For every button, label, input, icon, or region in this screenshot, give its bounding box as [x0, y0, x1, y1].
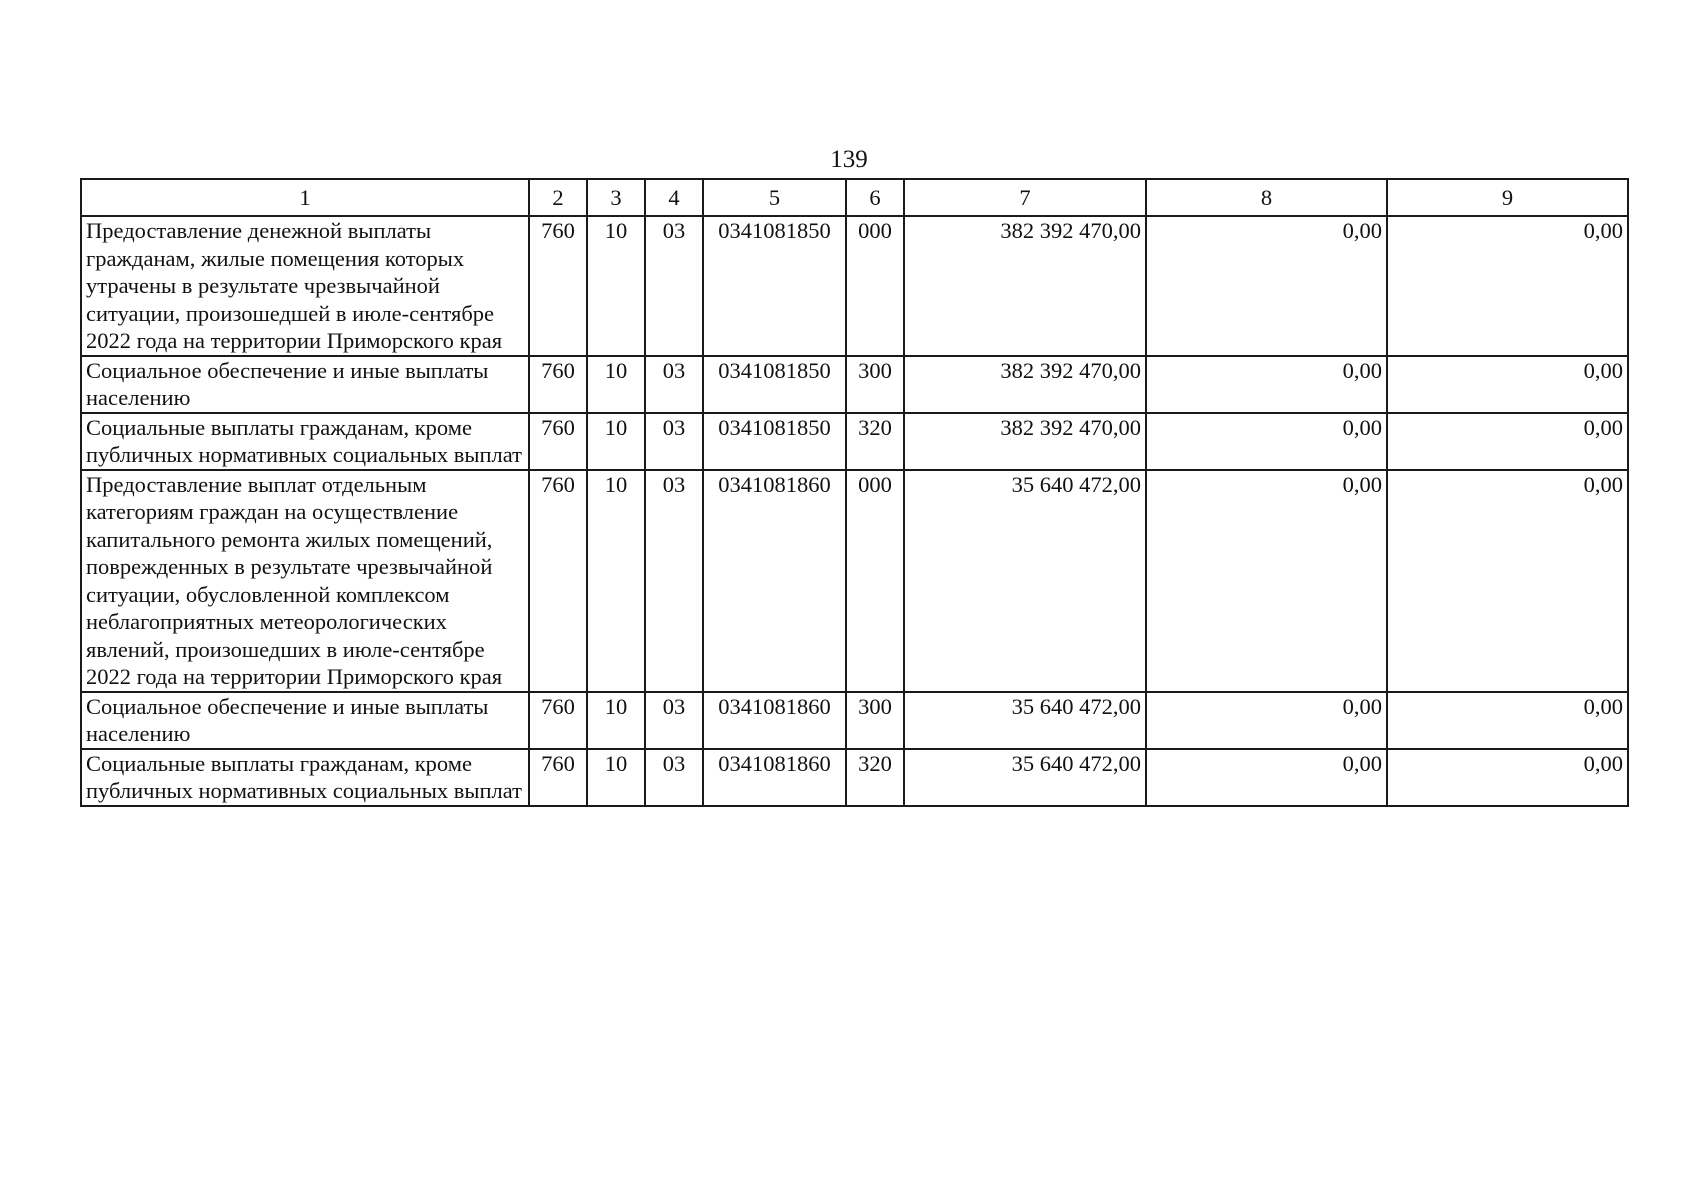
table-row [81, 692, 1628, 749]
table-row [81, 216, 1628, 356]
section-code: 10 [587, 413, 645, 470]
amount-col7: 382 392 470,00 [904, 413, 1146, 470]
budget-table [80, 178, 1629, 807]
row-description: Социальное обеспечение и иные выплаты населению [81, 356, 529, 413]
column-header-8: 8 [1146, 179, 1387, 216]
amount-col7: 35 640 472,00 [904, 692, 1146, 749]
target-article-code: 0341081850 [703, 216, 846, 356]
section-code: 10 [587, 356, 645, 413]
column-header-9: 9 [1387, 179, 1628, 216]
subsection-code: 03 [645, 470, 703, 692]
column-number-row [81, 179, 1628, 216]
amount-col9: 0,00 [1387, 692, 1628, 749]
ministry-code: 760 [529, 356, 587, 413]
expense-type-code: 300 [846, 356, 904, 413]
amount-col9: 0,00 [1387, 749, 1628, 806]
table-row [81, 470, 1628, 692]
row-description: Предоставление выплат отдельным категориям граждан на осуществление капитального ремонта жилых помещений, поврежденных в результате чрезвычайной ситуации, обусловленной комплексом неблагоприятных метеорологических явлений, произошедших в июле-сентябре 2022 года на территории Приморского края [81, 470, 529, 692]
target-article-code: 0341081860 [703, 749, 846, 806]
amount-col8: 0,00 [1146, 692, 1387, 749]
expense-type-code: 300 [846, 692, 904, 749]
subsection-code: 03 [645, 413, 703, 470]
section-code: 10 [587, 216, 645, 356]
row-description: Предоставление денежной выплаты гражданам, жилые помещения которых утрачены в результате чрезвычайной ситуации, произошедшей в июле-сентябре 2022 года на территории Приморского края [81, 216, 529, 356]
expense-type-code: 000 [846, 470, 904, 692]
amount-col9: 0,00 [1387, 470, 1628, 692]
table-row [81, 749, 1628, 806]
ministry-code: 760 [529, 470, 587, 692]
expense-type-code: 320 [846, 413, 904, 470]
section-code: 10 [587, 692, 645, 749]
amount-col9: 0,00 [1387, 216, 1628, 356]
table-row [81, 413, 1628, 470]
amount-col8: 0,00 [1146, 216, 1387, 356]
expense-type-code: 000 [846, 216, 904, 356]
column-header-5: 5 [703, 179, 846, 216]
section-code: 10 [587, 470, 645, 692]
subsection-code: 03 [645, 216, 703, 356]
amount-col7: 35 640 472,00 [904, 470, 1146, 692]
amount-col8: 0,00 [1146, 749, 1387, 806]
amount-col8: 0,00 [1146, 356, 1387, 413]
amount-col7: 35 640 472,00 [904, 749, 1146, 806]
ministry-code: 760 [529, 413, 587, 470]
target-article-code: 0341081860 [703, 692, 846, 749]
subsection-code: 03 [645, 692, 703, 749]
ministry-code: 760 [529, 216, 587, 356]
section-code: 10 [587, 749, 645, 806]
column-header-7: 7 [904, 179, 1146, 216]
row-description: Социальное обеспечение и иные выплаты населению [81, 692, 529, 749]
target-article-code: 0341081860 [703, 470, 846, 692]
row-description: Социальные выплаты гражданам, кроме публичных нормативных социальных выплат [81, 749, 529, 806]
amount-col8: 0,00 [1146, 470, 1387, 692]
column-header-1: 1 [81, 179, 529, 216]
amount-col7: 382 392 470,00 [904, 356, 1146, 413]
table-row [81, 356, 1628, 413]
target-article-code: 0341081850 [703, 413, 846, 470]
column-header-4: 4 [645, 179, 703, 216]
column-header-3: 3 [587, 179, 645, 216]
column-header-6: 6 [846, 179, 904, 216]
ministry-code: 760 [529, 749, 587, 806]
ministry-code: 760 [529, 692, 587, 749]
subsection-code: 03 [645, 749, 703, 806]
amount-col9: 0,00 [1387, 356, 1628, 413]
subsection-code: 03 [645, 356, 703, 413]
target-article-code: 0341081850 [703, 356, 846, 413]
row-description: Социальные выплаты гражданам, кроме публичных нормативных социальных выплат [81, 413, 529, 470]
amount-col8: 0,00 [1146, 413, 1387, 470]
expense-type-code: 320 [846, 749, 904, 806]
page-number: 139 [830, 146, 868, 173]
amount-col7: 382 392 470,00 [904, 216, 1146, 356]
column-header-2: 2 [529, 179, 587, 216]
amount-col9: 0,00 [1387, 413, 1628, 470]
